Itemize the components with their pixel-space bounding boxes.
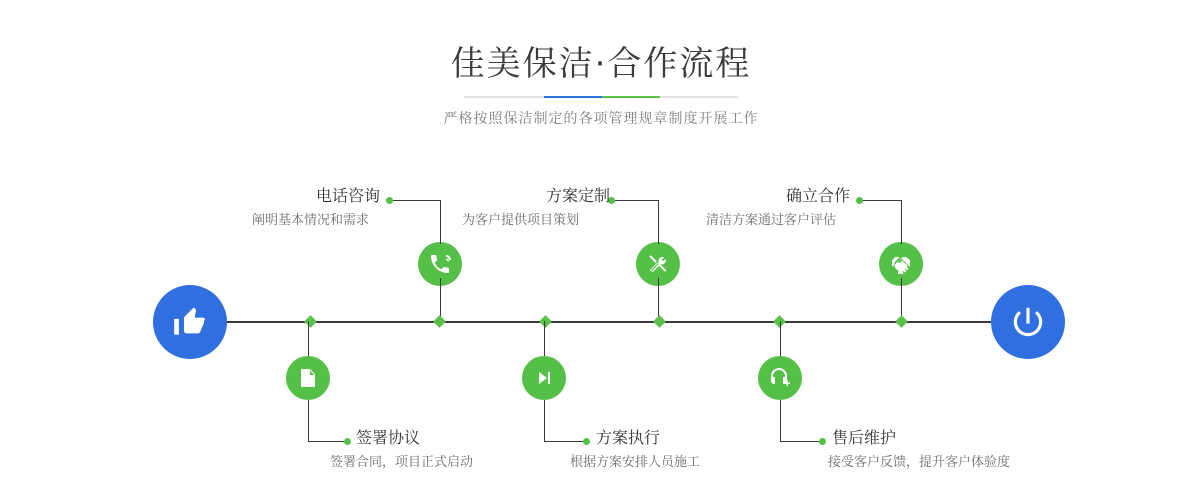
end-power-icon: [991, 285, 1065, 359]
connector-hline-1: [390, 200, 440, 201]
step-label-1: [252, 186, 380, 230]
step-title-5: 确立合作: [785, 186, 850, 205]
connector-hline-2: [308, 441, 348, 442]
step-icon-play-skip: [522, 356, 566, 400]
page-title: 佳美保洁·合作流程: [450, 44, 752, 84]
step-title-4: 方案执行: [596, 428, 661, 447]
connector-vline-3: [658, 200, 659, 244]
page-subtitle: 严格按照保洁制定的各项管理规章制度开展工作: [443, 111, 759, 127]
connector-tip-6: [819, 438, 826, 445]
axis-node-2: [433, 315, 446, 328]
step-title-2: 签署协议: [356, 428, 421, 447]
connector-tip-1: [386, 197, 393, 204]
step-label-4: [570, 428, 701, 472]
connector-vline-1: [440, 200, 441, 244]
step-icon-headset-add: [758, 356, 802, 400]
connector-vline-4: [544, 400, 545, 441]
step-title-1: 电话咨询: [315, 186, 380, 205]
connector-hline-5: [860, 200, 901, 201]
connector-vline-2: [308, 400, 309, 441]
connector-stem-2: [308, 321, 309, 356]
step-label-6: [828, 428, 1011, 472]
connector-vline-6: [780, 400, 781, 441]
connector-tip-5: [856, 197, 863, 204]
step-desc-1: 阐明基本情况和需求: [252, 213, 370, 228]
step-title-3: 方案定制: [545, 186, 610, 205]
connector-hline-3: [612, 200, 658, 201]
connector-tip-2: [344, 438, 351, 445]
connector-stem-6: [780, 321, 781, 356]
axis-node-1: [304, 315, 317, 328]
step-desc-3: 为客户提供项目策划: [462, 213, 580, 228]
axis-node-6: [895, 315, 908, 328]
connector-hline-4: [544, 441, 586, 442]
step-label-5: [706, 186, 850, 230]
connector-hline-6: [780, 441, 822, 442]
title-divider: [464, 96, 738, 98]
divider-segment-blue: [544, 96, 602, 98]
step-desc-2: 签署合同，项目正式启动: [330, 455, 474, 470]
connector-stem-4: [544, 321, 545, 356]
step-title-6: 售后维护: [832, 428, 897, 447]
connector-stem-1: [440, 278, 441, 321]
step-desc-4: 根据方案安排人员施工: [570, 455, 701, 470]
step-label-3: [462, 186, 610, 230]
step-icon-document-edit: [286, 356, 330, 400]
step-label-2: [330, 428, 474, 472]
axis-node-3: [539, 315, 552, 328]
connector-vline-5: [901, 200, 902, 244]
step-desc-5: 清洁方案通过客户评估: [706, 213, 837, 228]
connector-tip-4: [583, 438, 590, 445]
start-thumbs-up-icon: [153, 285, 227, 359]
step-desc-6: 接受客户反馈，提升客户体验度: [828, 455, 1011, 470]
axis-node-4: [653, 315, 666, 328]
divider-segment-green: [602, 96, 660, 98]
